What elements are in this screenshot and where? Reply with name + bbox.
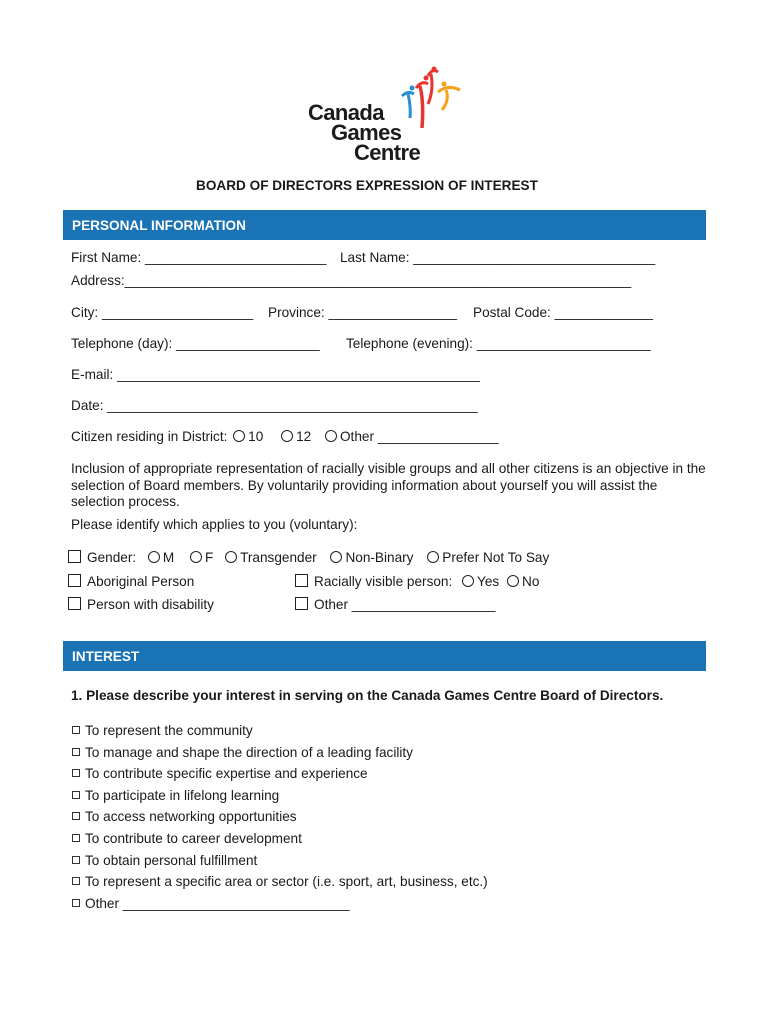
racially-visible-label: Racially visible person: bbox=[314, 574, 453, 589]
province-field[interactable]: Province: _________________ bbox=[268, 305, 457, 320]
gender-checkbox[interactable] bbox=[68, 550, 81, 563]
postal-code-field[interactable]: Postal Code: _____________ bbox=[473, 305, 653, 320]
section-header-label: PERSONAL INFORMATION bbox=[72, 218, 246, 233]
last-name-field[interactable]: Last Name: ________________________________ bbox=[340, 250, 656, 265]
aboriginal-label: Aboriginal Person bbox=[87, 574, 195, 589]
city-field[interactable]: City: ____________________ bbox=[71, 305, 254, 320]
checkbox-icon[interactable] bbox=[72, 726, 80, 734]
gender-m-option[interactable] bbox=[148, 550, 174, 565]
list-item[interactable] bbox=[72, 806, 488, 828]
district-row bbox=[71, 429, 499, 445]
list-item-label: To contribute specific expertise and experience bbox=[85, 766, 368, 782]
email-field[interactable]: E-mail: ________________________________________________ bbox=[71, 367, 480, 382]
list-item-label: To access networking opportunities bbox=[85, 809, 297, 825]
other-option[interactable] bbox=[295, 597, 495, 613]
checkbox-icon[interactable] bbox=[72, 748, 80, 756]
racially-visible-option[interactable] bbox=[295, 574, 539, 590]
first-name-field[interactable]: First Name: ________________________ bbox=[71, 250, 327, 265]
interest-options-list bbox=[72, 720, 488, 914]
aboriginal-checkbox[interactable] bbox=[68, 574, 81, 587]
racially-yes-label: Yes bbox=[477, 574, 500, 589]
radio-icon[interactable] bbox=[233, 430, 245, 442]
racially-no-option[interactable] bbox=[507, 574, 539, 589]
gender-prefer-not-option[interactable] bbox=[427, 550, 549, 565]
radio-icon[interactable] bbox=[148, 551, 160, 563]
list-item[interactable] bbox=[72, 850, 488, 872]
gender-nonbinary-option[interactable] bbox=[330, 550, 413, 565]
other-checkbox[interactable] bbox=[295, 597, 308, 610]
radio-icon[interactable] bbox=[462, 575, 474, 587]
list-item[interactable] bbox=[72, 871, 488, 893]
telephone-day-field[interactable]: Telephone (day): ___________________ bbox=[71, 336, 320, 351]
list-item-label: To represent the community bbox=[85, 723, 253, 738]
list-item-label: To obtain personal fulfillment bbox=[85, 852, 258, 868]
gender-f-label: F bbox=[205, 550, 214, 565]
other-label: Other ___________________ bbox=[314, 597, 496, 612]
racially-visible-checkbox[interactable] bbox=[295, 574, 308, 587]
district-other-label: Other ________________ bbox=[339, 429, 499, 444]
section-header-interest bbox=[63, 641, 706, 671]
checkbox-icon[interactable] bbox=[72, 899, 80, 907]
list-item[interactable] bbox=[72, 742, 488, 764]
telephone-evening-field[interactable]: Telephone (evening): _______________________ bbox=[346, 336, 651, 351]
gender-transgender-option[interactable] bbox=[225, 550, 317, 565]
gender-m-label: M bbox=[162, 550, 175, 565]
district-other-option[interactable] bbox=[325, 429, 499, 444]
radio-icon[interactable] bbox=[225, 551, 237, 563]
logo-line-1: Canada bbox=[308, 100, 384, 125]
page-title: BOARD OF DIRECTORS EXPRESSION OF INTEREST bbox=[196, 178, 538, 193]
list-item[interactable] bbox=[72, 720, 488, 742]
list-item-label: Other ______________________________ bbox=[85, 895, 350, 911]
list-item-label: To participate in lifelong learning bbox=[85, 787, 280, 803]
logo bbox=[306, 66, 476, 165]
radio-icon[interactable] bbox=[330, 551, 342, 563]
gender-transgender-label: Transgender bbox=[240, 550, 317, 565]
checkbox-icon[interactable] bbox=[72, 834, 80, 842]
aboriginal-option[interactable] bbox=[68, 574, 194, 590]
list-item-label: To manage and shape the direction of a leading facility bbox=[85, 744, 413, 760]
list-item-label: To contribute to career development bbox=[85, 830, 302, 846]
list-item-label: To represent a specific area or sector (i.e. sport, art, business, etc.) bbox=[85, 874, 488, 890]
list-item[interactable] bbox=[72, 763, 488, 785]
interest-question: 1. Please describe your interest in serving on the Canada Games Centre Board of Directors. bbox=[71, 688, 664, 703]
disability-option[interactable] bbox=[68, 597, 214, 613]
checkbox-icon[interactable] bbox=[72, 856, 80, 864]
disability-label: Person with disability bbox=[87, 597, 214, 612]
section-header-label: INTEREST bbox=[72, 649, 140, 664]
checkbox-icon[interactable] bbox=[72, 791, 80, 799]
gender-row bbox=[68, 550, 549, 566]
list-item[interactable] bbox=[72, 828, 488, 850]
district-10-label: 10 bbox=[248, 429, 264, 444]
gender-label: Gender: bbox=[87, 550, 137, 565]
logo-line-2: Games bbox=[331, 120, 402, 145]
gender-f-option[interactable] bbox=[190, 550, 213, 565]
logo-line-3: Centre bbox=[354, 140, 421, 165]
list-item[interactable] bbox=[72, 893, 488, 915]
identify-prompt: Please identify which applies to you (voluntary): bbox=[71, 517, 358, 532]
district-label: Citizen residing in District: bbox=[71, 429, 228, 444]
address-field[interactable]: Address:___________________________________________________________________ bbox=[71, 273, 632, 288]
date-field[interactable]: Date: _________________________________________________ bbox=[71, 398, 478, 413]
racially-yes-option[interactable] bbox=[462, 574, 499, 589]
radio-icon[interactable] bbox=[427, 551, 439, 563]
checkbox-icon[interactable] bbox=[72, 877, 80, 885]
radio-icon[interactable] bbox=[507, 575, 519, 587]
radio-icon[interactable] bbox=[190, 551, 202, 563]
checkbox-icon[interactable] bbox=[72, 812, 80, 820]
district-10-option[interactable] bbox=[233, 429, 267, 444]
figures-icon bbox=[398, 66, 478, 146]
district-12-label: 12 bbox=[296, 429, 312, 444]
racially-no-label: No bbox=[522, 574, 540, 589]
disability-checkbox[interactable] bbox=[68, 597, 81, 610]
radio-icon[interactable] bbox=[281, 430, 293, 442]
checkbox-icon[interactable] bbox=[72, 769, 80, 777]
inclusion-paragraph: Inclusion of appropriate representation of racially visible groups and all other citizens is an objective in the selection of Board members. By voluntarily providing information about yourself you will assist the selection process. bbox=[71, 461, 706, 509]
gender-prefer-not-label: Prefer Not To Say bbox=[442, 550, 550, 565]
section-header-personal bbox=[63, 210, 706, 240]
district-12-option[interactable] bbox=[281, 429, 315, 444]
list-item[interactable] bbox=[72, 785, 488, 807]
gender-nonbinary-label: Non-Binary bbox=[345, 550, 414, 565]
radio-icon[interactable] bbox=[325, 430, 337, 442]
